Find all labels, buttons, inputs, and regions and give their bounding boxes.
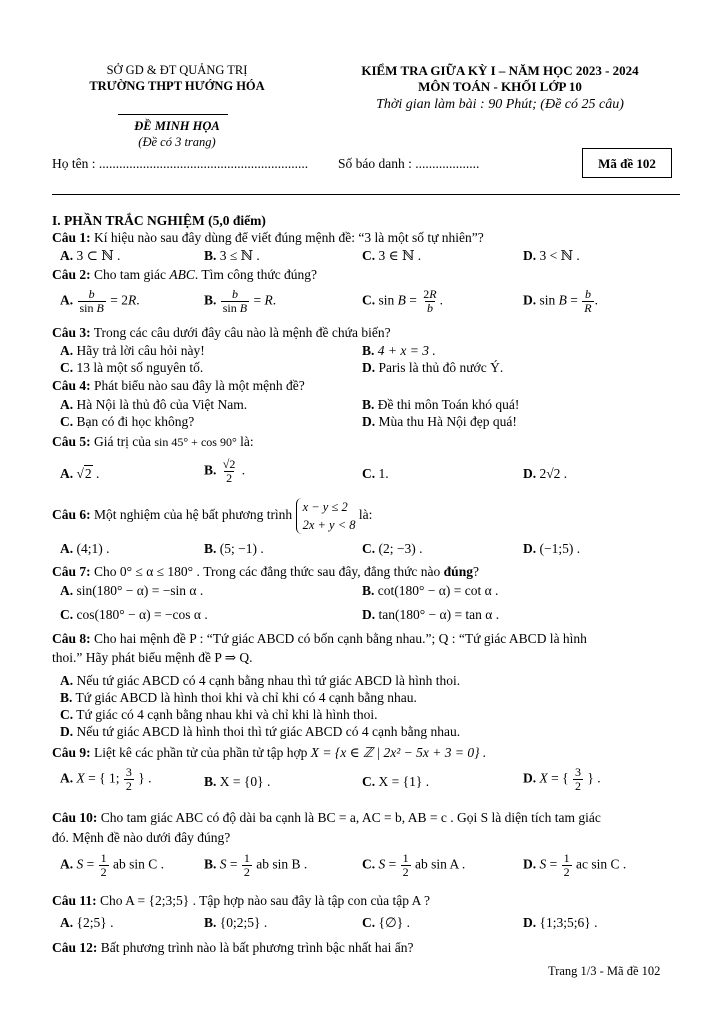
q8-option-a[interactable]: A. Nếu tứ giác ABCD có 4 cạnh bằng nhau thì tứ giác ABCD là hình thoi.: [60, 673, 461, 688]
question-10: Câu 10: Cho tam giác ABC có độ dài ba cạnh là BC = a, AC = b, AB = c . Gọi S là diện tích tam giác: [52, 810, 601, 825]
q2-option-d[interactable]: D. sin B = $\frac{b}{R}$ .: [523, 287, 598, 315]
q4-option-c[interactable]: C. Bạn có đi học không?: [60, 414, 195, 429]
q5-option-a[interactable]: A. √2 .: [60, 466, 100, 481]
question-12: Câu 12: Bất phương trình nào là bất phương trình bậc nhất hai ẩn?: [52, 940, 414, 955]
q10-option-d[interactable]: D. S = $\frac{1}{2}$ ac sin C .: [523, 851, 627, 879]
exam-code-box: Mã đề 102: [582, 148, 672, 178]
q11-option-d[interactable]: D. {1;3;5;6} .: [523, 915, 598, 930]
question-8: Câu 8: Cho hai mệnh đề P : “Tứ giác ABCD có bốn cạnh bằng nhau.”; Q : “Tứ giác ABCD là hình: [52, 631, 587, 646]
q2-option-b[interactable]: B. $\frac{b}{\text{sin B}}$ = R.: [204, 287, 277, 315]
q3-option-d[interactable]: D. Paris là thủ đô nước Ý.: [362, 360, 504, 375]
q9-option-c[interactable]: C. X = {1} .: [362, 774, 430, 789]
q1-option-d[interactable]: D. 3 < ℕ .: [523, 248, 580, 263]
header-divider: [118, 114, 228, 115]
q6-option-a[interactable]: A. (4;1) .: [60, 541, 110, 556]
subject: MÔN TOÁN - KHỐI LỚP 10: [418, 79, 582, 94]
pages-note: (Đề có 3 trang): [138, 135, 216, 149]
question-1: Câu 1: Kí hiệu nào sau đây dùng để viết đúng mệnh đề: “3 là một số tự nhiên”?: [52, 230, 484, 245]
question-4: Câu 4: Phát biểu nào sau đây là một mệnh đề?: [52, 378, 305, 393]
question-8-line2: thoi.” Hãy phát biểu mệnh đề P ⇒ Q.: [52, 650, 253, 665]
q10-option-c[interactable]: C. S = $\frac{1}{2}$ ab sin A .: [362, 851, 466, 879]
sample-label: ĐỀ MINH HỌA: [134, 119, 220, 133]
q11-option-b[interactable]: B. {0;2;5} .: [204, 915, 268, 930]
q7-option-d[interactable]: D. tan(180° − α) = tan α .: [362, 607, 500, 622]
question-9: Câu 9: Liệt kê các phần tử của phần tử tập hợp X = {x ∈ ℤ | 2x² − 5x + 3 = 0} .: [52, 745, 487, 760]
q4-option-b[interactable]: B. Đề thi môn Toán khó quá!: [362, 397, 520, 412]
question-2: Câu 2: Cho tam giác ABC. Tìm công thức đúng?: [52, 267, 318, 282]
exam-title: KIỂM TRA GIỮA KỲ I – NĂM HỌC 2023 - 2024: [361, 63, 639, 78]
q7-option-a[interactable]: A. sin(180° − α) = −sin α .: [60, 583, 204, 598]
q10-option-a[interactable]: A. S = $\frac{1}{2}$ ab sin C .: [60, 851, 165, 879]
q5-option-c[interactable]: C. 1.: [362, 466, 389, 481]
question-6: Câu 6: Một nghiệm của hệ bất phương trình x − y ≤ 2 2x + y < 8 là:: [52, 500, 373, 532]
q6-option-d[interactable]: D. (−1;5) .: [523, 541, 581, 556]
question-5: Câu 5: Giá trị của sin 45° + cos 90° là:: [52, 434, 254, 449]
question-7: Câu 7: Cho 0° ≤ α ≤ 180° . Trong các đẳng thức sau đây, đẳng thức nào đúng?: [52, 564, 479, 579]
section-title: I. PHẦN TRẮC NGHIỆM (5,0 điểm): [52, 213, 266, 228]
page-footer: Trang 1/3 - Mã đề 102: [548, 964, 661, 978]
q1-option-b[interactable]: B. 3 ≤ ℕ .: [204, 248, 260, 263]
q3-option-b[interactable]: B. 4 + x = 3 .: [362, 343, 436, 358]
q2-option-a[interactable]: A. $\frac{b}{\text{sin B}}$ = 2R.: [60, 287, 140, 315]
q6-option-c[interactable]: C. (2; −3) .: [362, 541, 423, 556]
q4-option-d[interactable]: D. Mùa thu Hà Nội đẹp quá!: [362, 414, 517, 429]
q8-option-c[interactable]: C. Tứ giác có 4 cạnh bằng nhau khi và chỉ khi là hình thoi.: [60, 707, 378, 722]
q6-option-b[interactable]: B. (5; −1) .: [204, 541, 264, 556]
header-bottom-rule: [52, 194, 680, 195]
q7-option-c[interactable]: C. cos(180° − α) = −cos α .: [60, 607, 208, 622]
student-id-field: Số báo danh : ...................: [338, 156, 480, 171]
question-3: Câu 3: Trong các câu dưới đây câu nào là mệnh đề chứa biến?: [52, 325, 391, 340]
q4-option-a[interactable]: A. Hà Nội là thủ đô của Việt Nam.: [60, 397, 248, 412]
q1-option-a[interactable]: A. 3 ⊂ ℕ .: [60, 248, 121, 263]
q11-option-c[interactable]: C. {∅} .: [362, 915, 410, 930]
q5-option-d[interactable]: D. 2√2 .: [523, 466, 568, 481]
q1-option-c[interactable]: C. 3 ∈ ℕ .: [362, 248, 422, 263]
q10-option-b[interactable]: B. S = $\frac{1}{2}$ ab sin B .: [204, 851, 308, 879]
name-field: Họ tên : ..............................................................: [52, 156, 309, 171]
q9-option-d[interactable]: D. X = { $\frac{3}{2}$ } .: [523, 765, 601, 793]
q9-option-a[interactable]: A. X = { 1; $\frac{3}{2}$ } .: [60, 765, 152, 793]
q3-option-c[interactable]: C. 13 là một số nguyên tố.: [60, 360, 204, 375]
q8-option-d[interactable]: D. Nếu tứ giác ABCD là hình thoi thì tứ giác ABCD có 4 cạnh bằng nhau.: [60, 724, 461, 739]
q9-option-b[interactable]: B. X = {0} .: [204, 774, 271, 789]
q7-option-b[interactable]: B. cot(180° − α) = cot α .: [362, 583, 499, 598]
school-name: TRƯỜNG THPT HƯỚNG HÓA: [89, 79, 265, 93]
q2-option-c[interactable]: C. sin B = $\frac{2R}{b}$ .: [362, 287, 443, 315]
question-10-line2: đó. Mệnh đề nào dưới đây đúng?: [52, 830, 231, 845]
time-info: Thời gian làm bài : 90 Phút; (Đề có 25 câu): [376, 97, 624, 112]
q8-option-b[interactable]: B. Tứ giác ABCD là hình thoi khi và chỉ khi có 4 cạnh bằng nhau.: [60, 690, 417, 705]
q3-option-a[interactable]: A. Hãy trả lời câu hỏi này!: [60, 343, 205, 358]
department-name: SỞ GD & ĐT QUẢNG TRỊ: [106, 63, 248, 77]
question-11: Câu 11: Cho A = {2;3;5} . Tập hợp nào sau đây là tập con của tập A ?: [52, 893, 431, 908]
q11-option-a[interactable]: A. {2;5} .: [60, 915, 114, 930]
q5-option-b[interactable]: B. $\frac{√2}{2}$ .: [204, 457, 246, 485]
